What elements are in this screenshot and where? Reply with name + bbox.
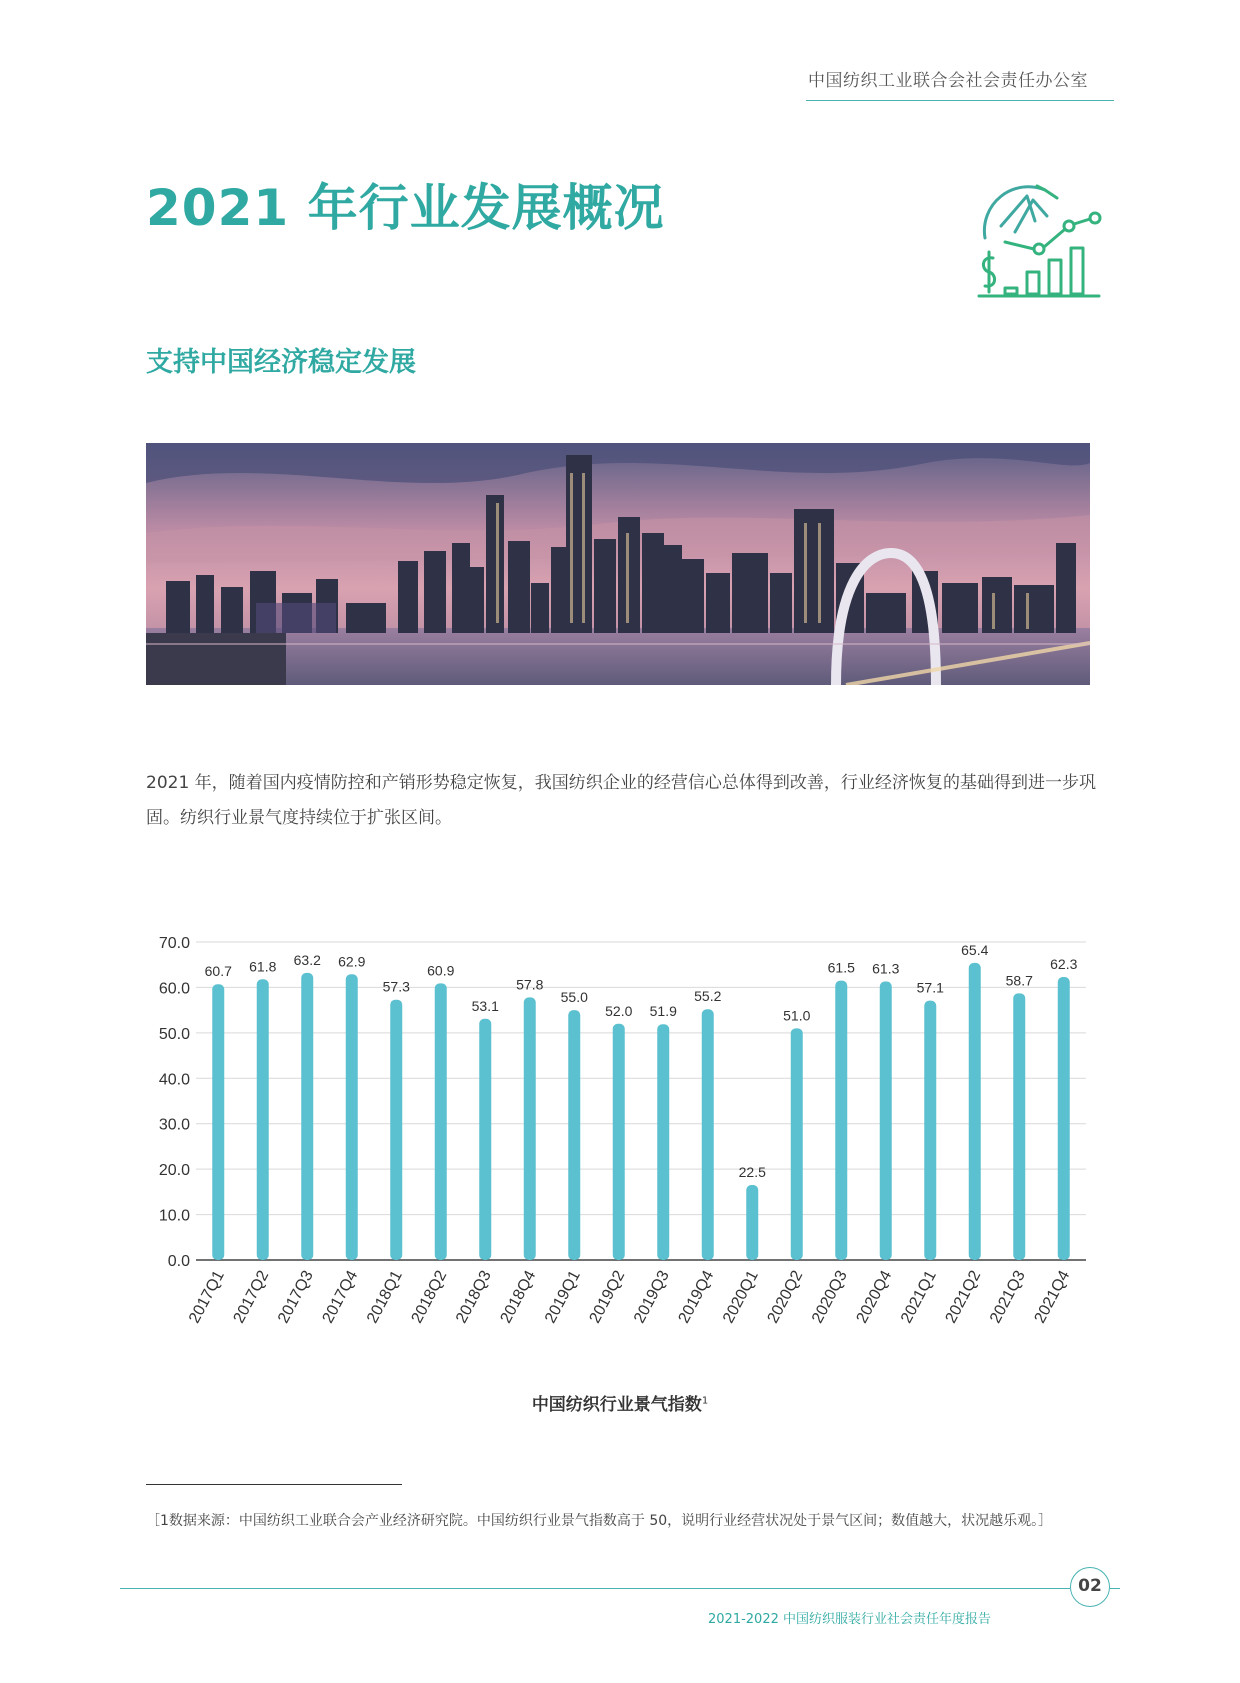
y-tick-label: 10.0 [158, 1207, 190, 1225]
x-tick-label: 2019Q2 [586, 1267, 629, 1327]
data-label: 61.5 [827, 959, 855, 976]
body-paragraph: 2021 年，随着国内疫情防控和产销形势稳定恢复，我国纺织企业的经营信心总体得到改善，行业经济恢复的基础得到进一步巩固。纺织行业景气度持续位于扩张区间。 [146, 773, 1096, 828]
y-tick-label: 40.0 [158, 1071, 190, 1089]
chart-caption [0, 1390, 1240, 1415]
y-tick-label: 0.0 [167, 1253, 190, 1270]
x-tick-label: 2017Q3 [275, 1267, 317, 1327]
y-tick-label: 60.0 [158, 980, 190, 998]
bar [1013, 993, 1025, 1260]
growth-chart-dollar-icon [975, 176, 1105, 306]
footer-report-title: 2021-2022 中国纺织服装行业社会责任年度报告 [708, 1612, 991, 1627]
data-label: 58.7 [1005, 972, 1033, 989]
data-label: 57.8 [516, 976, 544, 993]
x-tick-label: 2017Q1 [186, 1267, 228, 1327]
bar [791, 1028, 803, 1260]
data-label: 55.0 [560, 989, 588, 1006]
chart-title-footnote-marker: 1 [701, 1395, 709, 1407]
bar [346, 974, 358, 1260]
bar [390, 1000, 402, 1260]
bar [257, 979, 269, 1260]
footnote-divider [146, 1484, 402, 1485]
header-organization: 中国纺织工业联合会社会责任办公室 [808, 71, 1088, 91]
x-tick-label: 2019Q4 [675, 1267, 718, 1327]
x-tick-label: 2018Q3 [453, 1267, 495, 1327]
data-label: 51.0 [783, 1007, 811, 1024]
x-tick-label: 2021Q1 [898, 1267, 940, 1327]
bar [524, 997, 536, 1260]
bar [746, 1185, 758, 1260]
bar [479, 1019, 491, 1260]
data-label: 60.9 [427, 962, 455, 979]
data-label: 62.9 [338, 953, 366, 970]
x-tick-label: 2020Q3 [809, 1267, 851, 1327]
x-tick-label: 2018Q4 [497, 1267, 540, 1327]
x-tick-label: 2021Q3 [987, 1267, 1029, 1327]
bar [835, 981, 847, 1260]
data-label: 61.8 [249, 958, 277, 975]
page-number: 02 [1070, 1567, 1110, 1607]
bar [568, 1010, 580, 1260]
data-label: 52.0 [605, 1002, 633, 1019]
textile-prosperity-bar-chart [146, 920, 1096, 1380]
x-tick-label: 2020Q4 [853, 1267, 896, 1327]
footer-divider [120, 1588, 1070, 1589]
y-tick-label: 50.0 [158, 1025, 190, 1043]
x-tick-label: 2018Q2 [408, 1267, 451, 1327]
data-label: 51.9 [649, 1003, 677, 1020]
data-label: 53.1 [471, 997, 499, 1014]
header-divider [806, 100, 1114, 101]
x-tick-label: 2020Q1 [720, 1267, 762, 1327]
x-tick-label: 2021Q4 [1031, 1267, 1074, 1327]
data-label: 60.7 [204, 963, 232, 980]
bar [435, 983, 447, 1260]
x-tick-label: 2018Q1 [364, 1267, 406, 1327]
city-skyline-photo [146, 443, 1090, 685]
data-label: 57.1 [916, 979, 944, 996]
x-tick-label: 2017Q4 [319, 1267, 362, 1327]
x-tick-label: 2020Q2 [764, 1267, 807, 1327]
bar [1058, 977, 1070, 1260]
bar [613, 1024, 625, 1260]
bar [969, 963, 981, 1260]
data-label: 22.5 [738, 1164, 766, 1181]
x-tick-label: 2019Q1 [542, 1267, 584, 1327]
y-tick-label: 70.0 [158, 935, 190, 952]
section-title: 支持中国经济稳定发展 [146, 347, 416, 378]
data-label: 55.2 [694, 988, 722, 1005]
chart-title: 中国纺织行业景气指数 [531, 1395, 702, 1415]
bar [301, 973, 313, 1260]
data-label: 65.4 [961, 941, 989, 958]
data-label: 57.3 [382, 978, 410, 995]
footnote: ［1数据来源：中国纺织工业联合会产业经济研究院。中国纺织行业景气指数高于 50，说明行业经营状况处于景气区间；数值越大，状况越乐观。］ [146, 1513, 1053, 1529]
bar [657, 1024, 669, 1260]
data-label: 62.3 [1050, 955, 1078, 972]
data-label: 61.3 [872, 960, 900, 977]
bar [212, 984, 224, 1260]
page-title: 2021 年行业发展概况 [146, 179, 665, 237]
x-tick-label: 2017Q2 [230, 1267, 273, 1327]
bar [880, 982, 892, 1260]
bar [924, 1001, 936, 1260]
data-label: 63.2 [293, 951, 321, 968]
y-tick-label: 30.0 [158, 1116, 190, 1134]
footer-divider-right [1110, 1588, 1120, 1589]
y-tick-label: 20.0 [158, 1162, 190, 1180]
x-tick-label: 2021Q2 [942, 1267, 985, 1327]
x-tick-label: 2019Q3 [631, 1267, 673, 1327]
bar [702, 1009, 714, 1260]
